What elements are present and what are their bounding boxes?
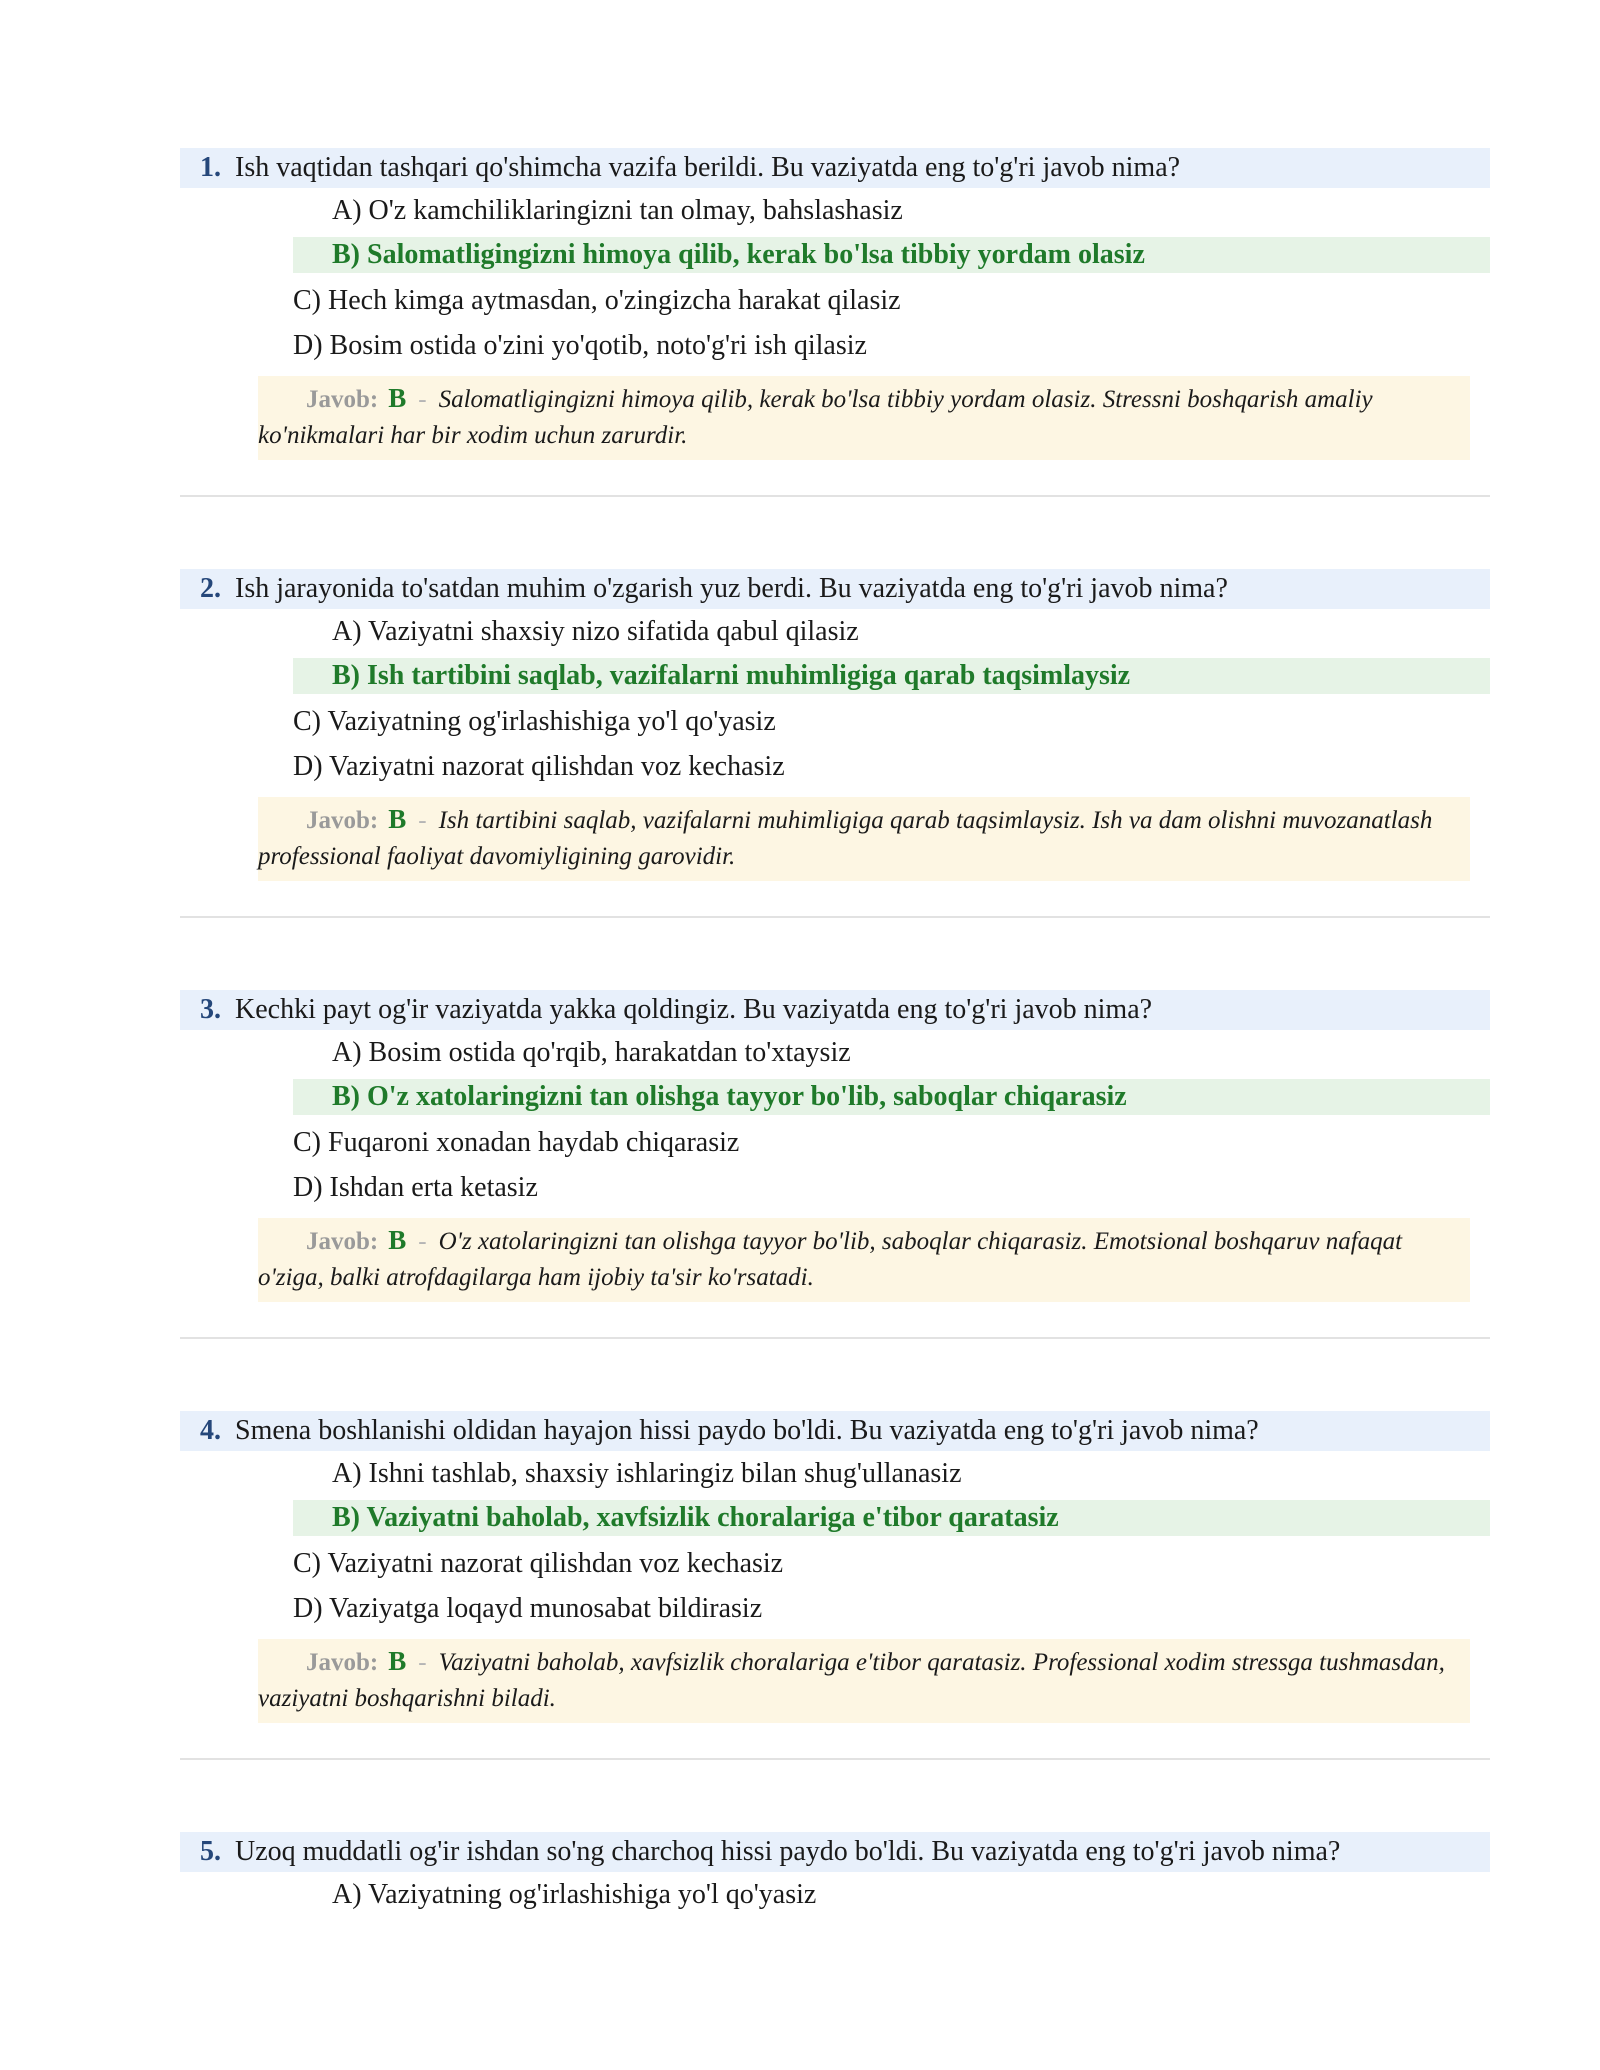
question-number: 2. <box>200 573 221 604</box>
question-header <box>180 569 1490 609</box>
question-number: 5. <box>200 1836 221 1867</box>
option-c: C) Vaziyatni nazorat qilishdan voz kechasiz <box>293 1547 784 1579</box>
question-block <box>180 148 1490 569</box>
option-b-correct: B) Ish tartibini saqlab, vazifalarni muhimligiga qarab taqsimlaysiz <box>293 658 1490 694</box>
question-block <box>180 990 1490 1411</box>
answer-text: Vaziyatni baholab, xavfsizlik choralariga e'tibor qaratasiz. Professional xodim stressga tushmasdan, vaziyatni boshqarishni biladi. <box>258 1649 1445 1712</box>
option-a: A) Vaziyatni shaxsiy nizo sifatida qabul qilasiz <box>332 615 859 647</box>
answer-label: Javob: <box>306 1228 379 1255</box>
question-text: Kechki payt og'ir vaziyatda yakka qoldingiz. Bu vaziyatda eng to'g'ri javob nima? <box>235 994 1153 1025</box>
answer-dash: - <box>418 1649 427 1676</box>
option-b-correct: B) O'z xatolaringizni tan olishga tayyor bo'lib, saboqlar chiqarasiz <box>293 1079 1490 1115</box>
divider <box>180 1337 1490 1339</box>
question-block <box>180 1832 1490 1952</box>
question-header <box>180 148 1490 188</box>
answer-label: Javob: <box>306 807 379 834</box>
answer-explanation <box>258 376 1470 460</box>
answer-explanation <box>258 797 1470 881</box>
question-block <box>180 569 1490 990</box>
question-text: Ish jarayonida to'satdan muhim o'zgarish yuz berdi. Bu vaziyatda eng to'g'ri javob nima? <box>235 573 1228 604</box>
option-d: D) Vaziyatni nazorat qilishdan voz kechasiz <box>293 750 785 782</box>
divider <box>180 1758 1490 1760</box>
answer-letter: B <box>388 383 407 413</box>
answer-explanation <box>258 1639 1470 1723</box>
answer-dash: - <box>418 807 427 834</box>
quiz-page <box>180 148 1490 1952</box>
question-header <box>180 1411 1490 1451</box>
question-text: Uzoq muddatli og'ir ishdan so'ng charchoq hissi paydo bo'ldi. Bu vaziyatda eng to'g'ri javob nima? <box>235 1836 1341 1867</box>
question-header <box>180 990 1490 1030</box>
question-number: 4. <box>200 1415 221 1446</box>
answer-letter: B <box>388 1225 407 1255</box>
question-text: Smena boshlanishi oldidan hayajon hissi paydo bo'ldi. Bu vaziyatda eng to'g'ri javob nima? <box>235 1415 1259 1446</box>
answer-letter: B <box>388 804 407 834</box>
option-c: C) Fuqaroni xonadan haydab chiqarasiz <box>293 1126 740 1158</box>
answer-text: O'z xatolaringizni tan olishga tayyor bo'lib, saboqlar chiqarasiz. Emotsional boshqaruv nafaqat o'ziga, balki atrofdagilarga ham ijobiy ta'sir ko'rsatadi. <box>258 1228 1403 1291</box>
divider <box>180 495 1490 497</box>
option-b-correct: B) Vaziyatni baholab, xavfsizlik choralariga e'tibor qaratasiz <box>293 1500 1490 1536</box>
option-d: D) Bosim ostida o'zini yo'qotib, noto'g'ri ish qilasiz <box>293 329 867 361</box>
option-d: D) Vaziyatga loqayd munosabat bildirasiz <box>293 1592 763 1624</box>
question-text: Ish vaqtidan tashqari qo'shimcha vazifa berildi. Bu vaziyatda eng to'g'ri javob nima? <box>235 152 1181 183</box>
option-a: A) Vaziyatning og'irlashishiga yo'l qo'yasiz <box>332 1878 817 1910</box>
answer-label: Javob: <box>306 386 379 413</box>
option-c: C) Vaziyatning og'irlashishiga yo'l qo'yasiz <box>293 705 776 737</box>
divider <box>180 916 1490 918</box>
answer-text: Ish tartibini saqlab, vazifalarni muhimligiga qarab taqsimlaysiz. Ish va dam olishni muvozanatlash professional faoliyat davomiyligining garovidir. <box>258 807 1433 870</box>
answer-label: Javob: <box>306 1649 379 1676</box>
option-a: A) Ishni tashlab, shaxsiy ishlaringiz bilan shug'ullanasiz <box>332 1457 962 1489</box>
answer-dash: - <box>418 386 427 413</box>
answer-dash: - <box>418 1228 427 1255</box>
question-number: 1. <box>200 152 221 183</box>
option-a: A) Bosim ostida qo'rqib, harakatdan to'xtaysiz <box>332 1036 851 1068</box>
question-number: 3. <box>200 994 221 1025</box>
option-b-correct: B) Salomatligingizni himoya qilib, kerak bo'lsa tibbiy yordam olasiz <box>293 237 1490 273</box>
answer-letter: B <box>388 1646 407 1676</box>
question-block <box>180 1411 1490 1832</box>
answer-explanation <box>258 1218 1470 1302</box>
option-a: A) O'z kamchiliklaringizni tan olmay, bahslashasiz <box>332 194 903 226</box>
option-d: D) Ishdan erta ketasiz <box>293 1171 538 1203</box>
answer-text: Salomatligingizni himoya qilib, kerak bo'lsa tibbiy yordam olasiz. Stressni boshqarish amaliy ko'nikmalari har bir xodim uchun zarurdir. <box>258 386 1373 449</box>
question-header <box>180 1832 1490 1872</box>
option-c: C) Hech kimga aytmasdan, o'zingizcha harakat qilasiz <box>293 284 901 316</box>
